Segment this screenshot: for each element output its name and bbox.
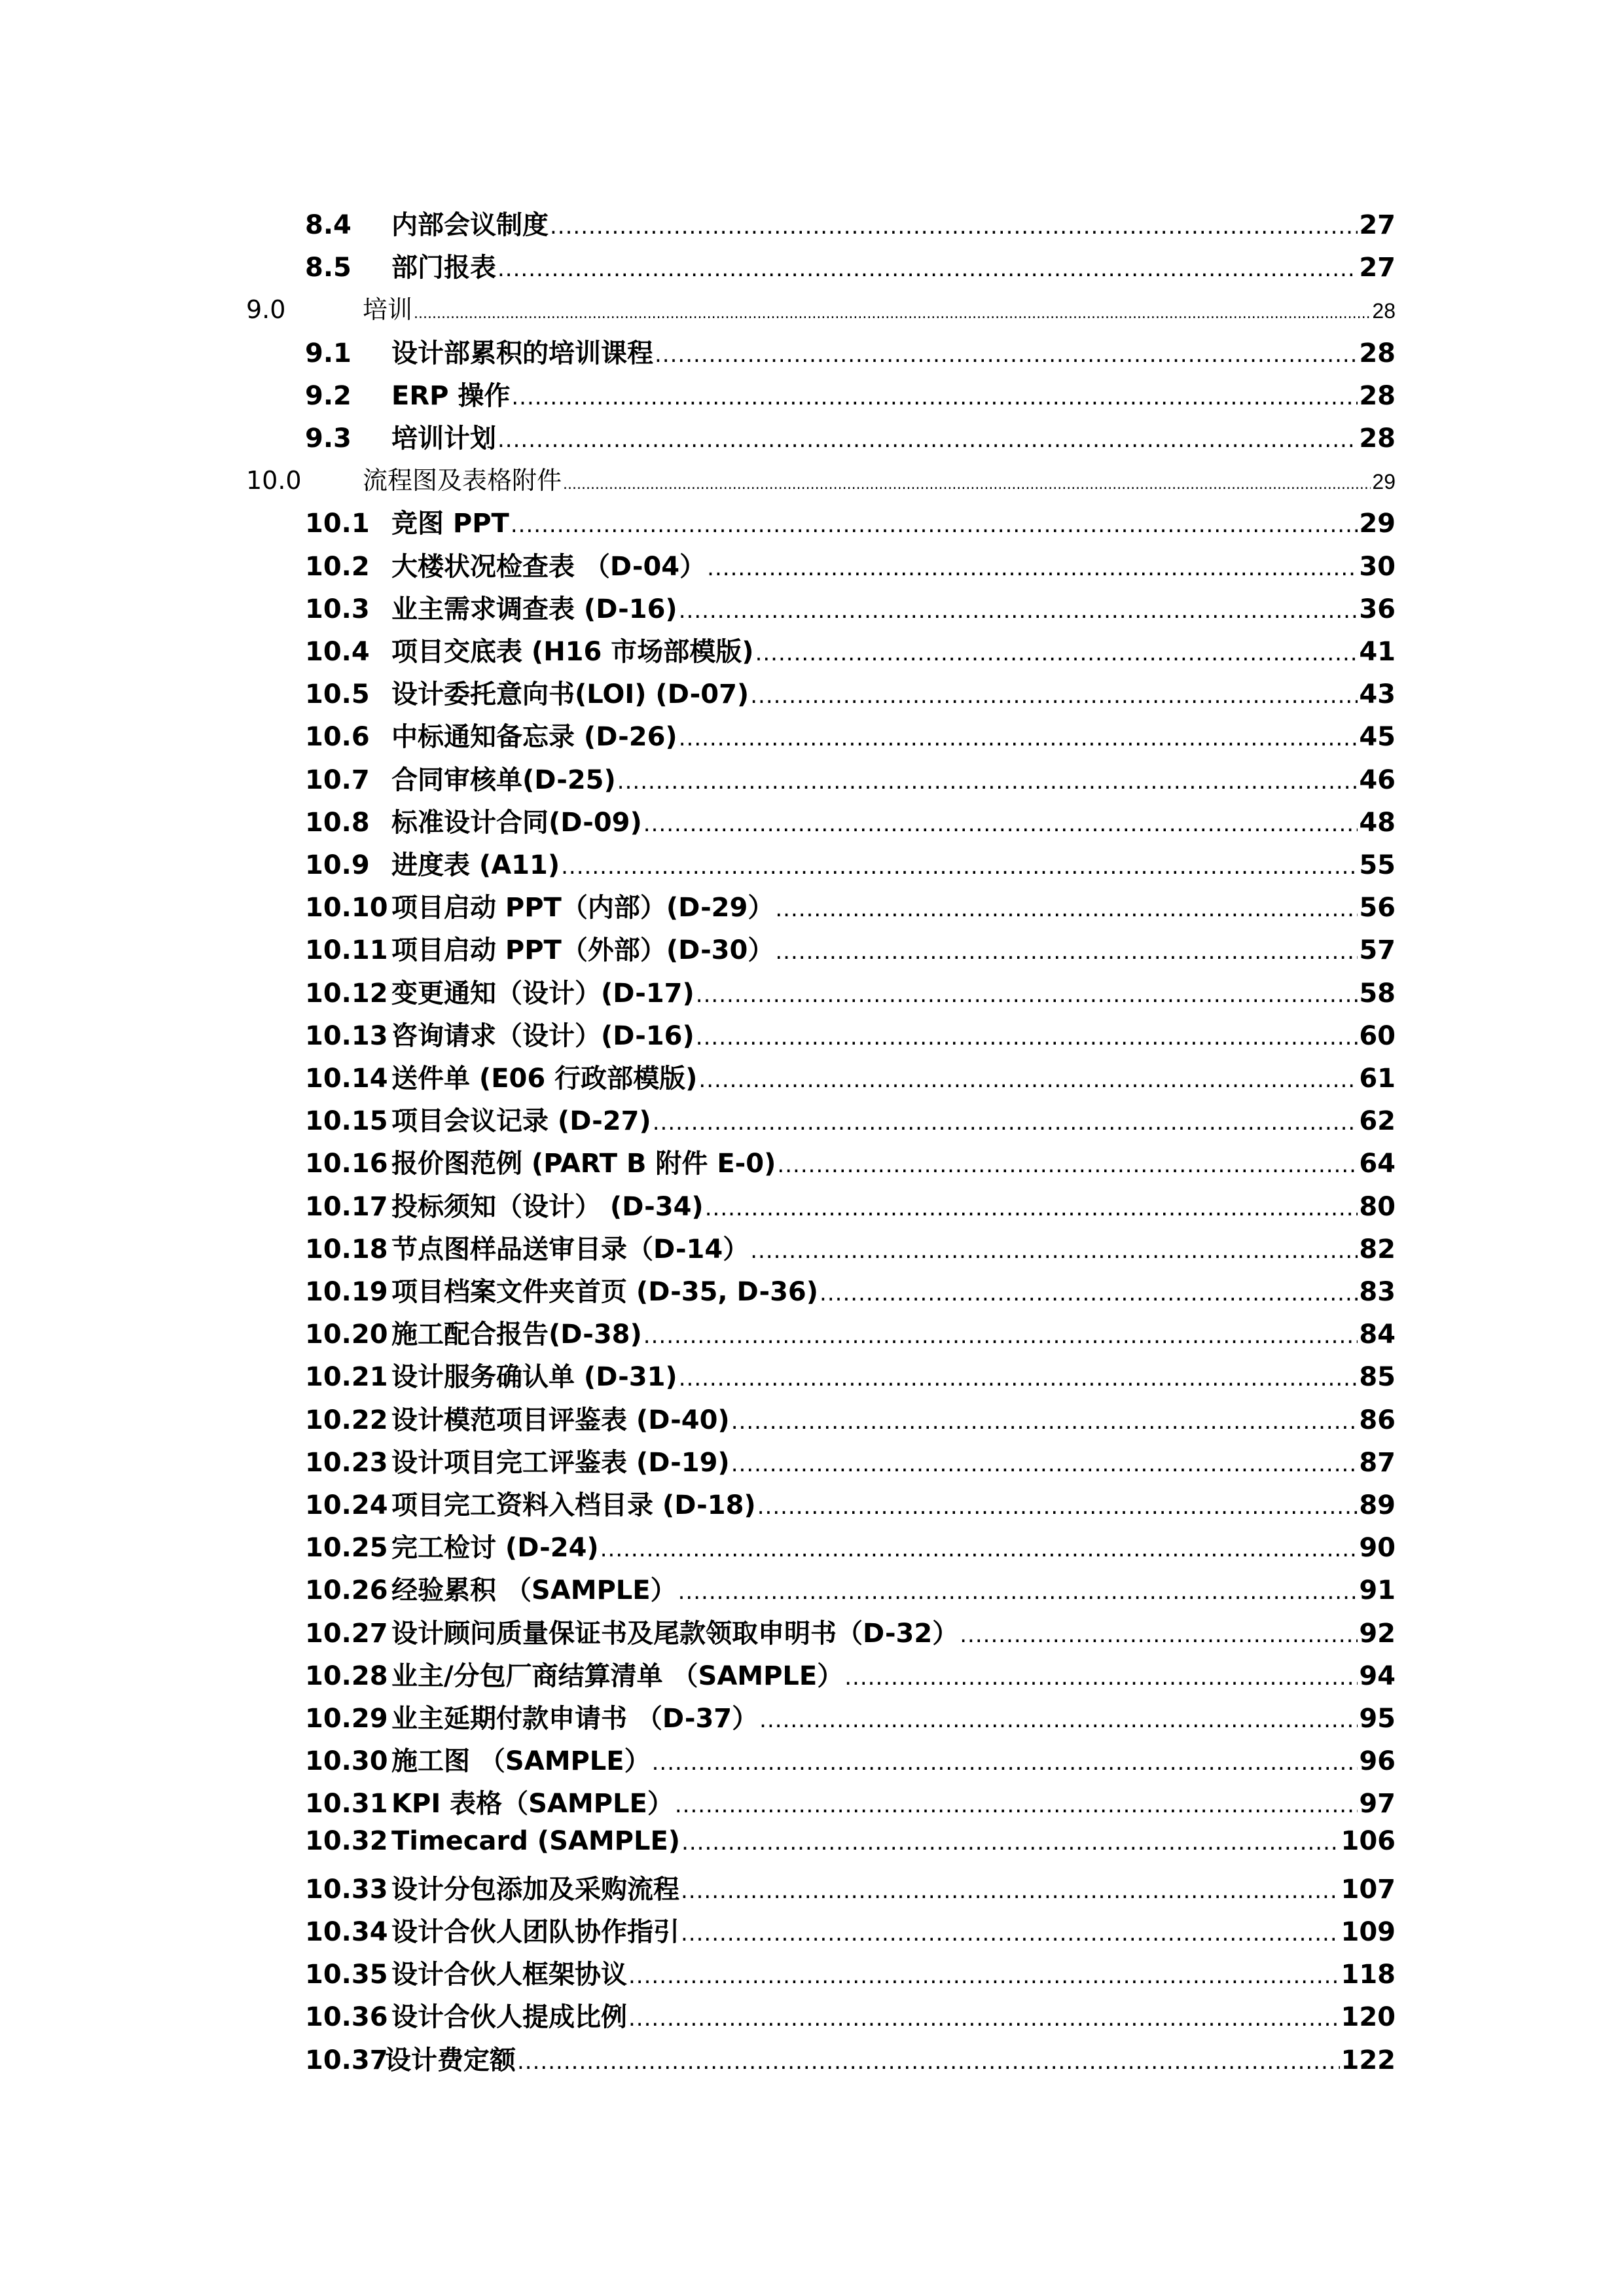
toc-entry[interactable] — [305, 929, 1396, 967]
toc-entry-title: Timecard (SAMPLE) — [391, 1826, 681, 1856]
toc-entry-title: 经验累积 （SAMPLE） — [391, 1575, 677, 1605]
toc-entry[interactable] — [305, 1911, 1396, 1948]
toc-dot-leader — [681, 1878, 1340, 1904]
toc-entry-number: 10.11 — [305, 935, 388, 965]
toc-entry[interactable] — [305, 1613, 1396, 1650]
toc-dot-leader — [731, 1451, 1358, 1477]
toc-entry-title: 设计模范项目评鉴表 (D-40) — [391, 1405, 730, 1435]
toc-entry-title: 设计服务确认单 (D-31) — [391, 1362, 677, 1392]
toc-entry-page-number: 120 — [1341, 2002, 1396, 2032]
toc-entry-title: ERP 操作 — [391, 381, 511, 411]
toc-entry[interactable] — [305, 1229, 1396, 1266]
toc-entry-title: 大楼状况检查表 （D-04） — [391, 552, 706, 582]
toc-entry-number: 10.34 — [305, 1917, 388, 1947]
toc-entry-title: 内部会议制度 — [391, 210, 549, 240]
toc-entry-title: 培训计划 — [391, 423, 496, 454]
toc-entry-page-number: 41 — [1359, 637, 1396, 667]
toc-entry-page-number: 84 — [1359, 1319, 1396, 1350]
toc-dot-leader — [679, 598, 1358, 624]
toc-entry-title: 设计合伙人提成比例 — [391, 2002, 627, 2032]
toc-entry[interactable] — [305, 1314, 1396, 1351]
toc-entry[interactable] — [305, 1399, 1396, 1437]
toc-entry-number: 10.8 — [305, 808, 370, 838]
toc-entry[interactable] — [305, 588, 1396, 626]
toc-entry-page-number: 28 — [1359, 338, 1396, 368]
toc-entry-title: 中标通知备忘录 (D-26) — [391, 722, 677, 752]
toc-dot-leader — [678, 1579, 1358, 1605]
toc-dot-leader — [655, 342, 1358, 368]
toc-entry[interactable] — [305, 503, 1396, 540]
toc-entry-title: 设计合伙人框架协议 — [391, 1960, 627, 1990]
toc-entry[interactable] — [305, 844, 1396, 882]
toc-entry-page-number: 80 — [1359, 1192, 1396, 1222]
toc-entry-page-number: 107 — [1341, 1874, 1396, 1905]
toc-entry-number: 10.29 — [305, 1704, 388, 1734]
toc-dot-leader — [643, 1323, 1358, 1349]
toc-entry-title: 设计项目完工评鉴表 (D-19) — [391, 1448, 730, 1478]
toc-entry-page-number: 46 — [1359, 765, 1396, 795]
toc-entry-number: 10.13 — [305, 1021, 388, 1051]
toc-entry[interactable] — [305, 887, 1396, 924]
toc-dot-leader — [675, 1792, 1358, 1818]
toc-entry-title: 设计委托意向书(LOI) (D-07) — [391, 679, 749, 709]
toc-entry-number: 10.21 — [305, 1362, 388, 1392]
toc-entry[interactable] — [305, 631, 1396, 668]
toc-entry-number: 10.7 — [305, 765, 370, 795]
toc-entry-page-number: 118 — [1341, 1960, 1396, 1990]
toc-entry-number: 10.18 — [305, 1234, 388, 1265]
toc-entry[interactable] — [305, 546, 1396, 583]
toc-entry-title: 业主延期付款申请书 （D-37） — [391, 1704, 759, 1734]
toc-entry-page-number: 82 — [1359, 1234, 1396, 1265]
toc-entry[interactable] — [305, 247, 1396, 284]
toc-entry-title: 标准设计合同(D-09) — [391, 808, 642, 838]
toc-entry-number: 10.1 — [305, 509, 370, 539]
toc-entry-number: 10.33 — [305, 1874, 388, 1905]
toc-entry-number: 10.23 — [305, 1448, 388, 1478]
toc-entry[interactable] — [305, 1655, 1396, 1693]
toc-dot-leader — [775, 896, 1358, 922]
toc-entry-page-number: 122 — [1341, 2045, 1396, 2075]
toc-entry-page-number: 45 — [1359, 722, 1396, 752]
toc-entry-number: 10.37 — [305, 2045, 388, 2075]
toc-entry-page-number: 27 — [1359, 210, 1396, 240]
toc-dot-leader — [960, 1622, 1358, 1648]
toc-entry-number: 10.36 — [305, 2002, 388, 2032]
toc-entry-title: 项目档案文件夹首页 (D-35, D-36) — [391, 1277, 819, 1307]
toc-entry-number: 10.32 — [305, 1826, 388, 1856]
toc-dot-leader — [755, 640, 1358, 666]
toc-entry-title: 流程图及表格附件 — [363, 466, 562, 495]
toc-entry[interactable] — [305, 332, 1396, 370]
toc-entry-page-number: 90 — [1359, 1533, 1396, 1563]
toc-entry-page-number: 96 — [1359, 1746, 1396, 1776]
toc-entry-page-number: 28 — [1359, 381, 1396, 411]
toc-entry[interactable] — [305, 1996, 1396, 2034]
toc-entry-title: 报价图范例 (PART B 附件 E-0) — [391, 1149, 776, 1179]
toc-entry[interactable] — [305, 1484, 1396, 1522]
toc-entry-number: 10.22 — [305, 1405, 388, 1435]
toc-entry-number: 10.0 — [246, 466, 302, 495]
toc-entry-title: 业主需求调查表 (D-16) — [391, 594, 677, 624]
toc-entry-number: 10.15 — [305, 1106, 388, 1136]
toc-dot-leader — [757, 1494, 1358, 1520]
toc-dot-leader — [820, 1280, 1358, 1306]
toc-entry-title: 项目交底表 (H16 市场部模版) — [391, 637, 754, 667]
toc-dot-leader — [600, 1536, 1358, 1562]
toc-dot-leader — [696, 982, 1358, 1008]
toc-entry-page-number: 48 — [1359, 808, 1396, 838]
toc-entry-number: 10.10 — [305, 893, 388, 923]
toc-entry-page-number: 30 — [1359, 552, 1396, 582]
toc-entry-title: 完工检讨 (D-24) — [391, 1533, 599, 1563]
toc-entry-page-number: 29 — [1359, 509, 1396, 539]
toc-entry-title: 业主/分包厂商结算清单 （SAMPLE） — [391, 1661, 844, 1691]
toc-entry-number: 10.25 — [305, 1533, 388, 1563]
toc-entry-number: 10.6 — [305, 722, 370, 752]
toc-dot-leader — [563, 476, 1371, 493]
toc-entry-title: 合同审核单(D-25) — [391, 765, 616, 795]
toc-dot-leader — [517, 2049, 1340, 2075]
toc-entry-title: 培训 — [363, 295, 413, 324]
toc-entry-page-number: 28 — [1359, 423, 1396, 454]
toc-entry-page-number: 60 — [1359, 1021, 1396, 1051]
toc-entry-number: 8.4 — [305, 210, 352, 240]
toc-entry-page-number: 56 — [1359, 893, 1396, 923]
toc-entry[interactable] — [305, 802, 1396, 839]
toc-dot-leader — [511, 512, 1358, 538]
toc-dot-leader — [679, 1365, 1358, 1391]
toc-entry-title: 项目会议记录 (D-27) — [391, 1106, 651, 1136]
toc-dot-leader — [705, 1195, 1358, 1221]
toc-entry-page-number: 61 — [1359, 1064, 1396, 1094]
toc-entry[interactable] — [305, 759, 1396, 797]
toc-entry-title: 项目启动 PPT（外部）(D-30） — [391, 935, 774, 965]
toc-entry[interactable] — [305, 1442, 1396, 1479]
toc-entry-title: 投标须知（设计） (D-34) — [391, 1192, 704, 1222]
toc-entry-page-number: 91 — [1359, 1575, 1396, 1605]
toc-entry[interactable] — [305, 1100, 1396, 1138]
toc-entry-number: 10.12 — [305, 978, 388, 1009]
toc-entry-number: 10.19 — [305, 1277, 388, 1307]
toc-dot-leader — [617, 768, 1358, 795]
toc-entry-page-number: 97 — [1359, 1789, 1396, 1819]
toc-entry-page-number: 83 — [1359, 1277, 1396, 1307]
toc-entry-title: 设计分包添加及采购流程 — [391, 1874, 679, 1905]
toc-entry-number: 9.3 — [305, 423, 352, 454]
toc-dot-leader — [759, 1707, 1358, 1733]
toc-entry[interactable] — [305, 1527, 1396, 1564]
toc-dot-leader — [628, 1963, 1340, 1989]
toc-dot-leader — [750, 1238, 1358, 1264]
toc-entry-number: 10.4 — [305, 637, 370, 667]
toc-dot-leader — [681, 1920, 1340, 1946]
toc-entry-page-number: 95 — [1359, 1704, 1396, 1734]
toc-entry-page-number: 55 — [1359, 850, 1396, 880]
toc-entry-page-number: 36 — [1359, 594, 1396, 624]
toc-entry-page-number: 27 — [1359, 253, 1396, 283]
toc-entry-title: 部门报表 — [391, 253, 496, 283]
toc-entry-title: 竞图 PPT — [391, 509, 509, 539]
toc-entry[interactable] — [305, 1826, 1396, 1856]
toc-entry[interactable] — [305, 204, 1396, 242]
toc-entry-title: 项目完工资料入档目录 (D-18) — [391, 1490, 756, 1520]
toc-entry-page-number: 29 — [1372, 470, 1396, 493]
toc-entry-page-number: 106 — [1341, 1826, 1396, 1856]
toc-entry-page-number: 64 — [1359, 1149, 1396, 1179]
toc-dot-leader — [628, 2005, 1340, 2032]
toc-dot-leader — [561, 853, 1358, 880]
toc-entry-number: 9.2 — [305, 381, 352, 411]
toc-entry-title: 设计部累积的培训课程 — [391, 338, 653, 368]
toc-dot-leader — [511, 384, 1358, 410]
toc-entry-number: 10.17 — [305, 1192, 388, 1222]
toc-dot-leader — [698, 1067, 1358, 1093]
toc-entry[interactable] — [305, 1015, 1396, 1052]
toc-entry[interactable] — [305, 418, 1396, 455]
toc-entry-page-number: 85 — [1359, 1362, 1396, 1392]
toc-entry[interactable] — [305, 2039, 1396, 2077]
toc-entry-title: 节点图样品送审目录（D-14） — [391, 1234, 749, 1265]
toc-entry-title: 送件单 (E06 行政部模版) — [391, 1064, 698, 1094]
toc-entry-number: 9.0 — [246, 295, 286, 324]
toc-dot-leader — [643, 811, 1358, 837]
toc-dot-leader — [497, 256, 1358, 282]
toc-entry-number: 10.16 — [305, 1149, 388, 1179]
toc-entry-number: 10.31 — [305, 1789, 388, 1819]
toc-dot-leader — [775, 939, 1358, 965]
toc-dot-leader — [707, 555, 1358, 581]
toc-entry-page-number: 58 — [1359, 978, 1396, 1009]
toc-entry-number: 10.9 — [305, 850, 370, 880]
toc-entry-number: 10.24 — [305, 1490, 388, 1520]
toc-dot-leader — [731, 1408, 1358, 1435]
toc-dot-leader — [497, 427, 1358, 453]
toc-entry-number: 10.2 — [305, 552, 370, 582]
toc-dot-leader — [696, 1024, 1358, 1050]
toc-entry[interactable] — [305, 1271, 1396, 1308]
toc-entry-number: 10.3 — [305, 594, 370, 624]
toc-entry[interactable] — [305, 1783, 1396, 1820]
toc-chapter-entry[interactable] — [246, 289, 1396, 325]
toc-entry-number: 10.35 — [305, 1960, 388, 1990]
toc-entry-title: 设计费定额 — [385, 2045, 516, 2075]
toc-entry-page-number: 57 — [1359, 935, 1396, 965]
toc-entry-page-number: 109 — [1341, 1917, 1396, 1947]
toc-entry-number: 8.5 — [305, 253, 352, 283]
toc-entry-page-number: 92 — [1359, 1619, 1396, 1649]
toc-entry-title: 进度表 (A11) — [391, 850, 560, 880]
toc-entry[interactable] — [305, 673, 1396, 711]
toc-entry-page-number: 62 — [1359, 1106, 1396, 1136]
toc-entry[interactable] — [305, 973, 1396, 1010]
toc-entry-title: 设计合伙人团队协作指引 — [391, 1917, 679, 1947]
toc-entry-page-number: 28 — [1372, 299, 1396, 323]
toc-entry-number: 10.5 — [305, 679, 370, 709]
toc-entry-title: 设计顾问质量保证书及尾款领取申明书（D-32） — [391, 1619, 959, 1649]
toc-entry-number: 10.30 — [305, 1746, 388, 1776]
toc-entry-number: 10.20 — [305, 1319, 388, 1350]
toc-dot-leader — [550, 213, 1358, 240]
toc-entry[interactable] — [305, 1143, 1396, 1180]
toc-entry[interactable] — [305, 1356, 1396, 1393]
toc-entry-title: 咨询请求（设计）(D-16) — [391, 1021, 695, 1051]
toc-entry-title: 变更通知（设计）(D-17) — [391, 978, 695, 1009]
toc-entry-number: 10.26 — [305, 1575, 388, 1605]
toc-entry[interactable] — [305, 375, 1396, 412]
toc-dot-leader — [652, 1749, 1358, 1776]
toc-entry-number: 10.27 — [305, 1619, 388, 1649]
toc-entry[interactable] — [305, 1869, 1396, 1906]
toc-entry-page-number: 89 — [1359, 1490, 1396, 1520]
toc-dot-leader — [844, 1664, 1358, 1691]
toc-entry-title: KPI 表格（SAMPLE） — [391, 1789, 674, 1819]
toc-dot-leader — [414, 306, 1371, 322]
toc-dot-leader — [750, 683, 1358, 709]
toc-dot-leader — [777, 1152, 1358, 1178]
toc-dot-leader — [681, 1829, 1339, 1856]
toc-entry-title: 施工配合报告(D-38) — [391, 1319, 642, 1350]
toc-entry[interactable] — [305, 716, 1396, 753]
toc-entry-page-number: 94 — [1359, 1661, 1396, 1691]
toc-dot-leader — [653, 1109, 1358, 1136]
toc-entry[interactable] — [305, 1186, 1396, 1223]
toc-entry[interactable] — [305, 1698, 1396, 1735]
toc-entry[interactable] — [305, 1954, 1396, 1991]
toc-entry-number: 10.14 — [305, 1064, 388, 1094]
toc-entry[interactable] — [305, 1058, 1396, 1095]
toc-entry-page-number: 86 — [1359, 1405, 1396, 1435]
toc-entry-number: 10.28 — [305, 1661, 388, 1691]
toc-entry[interactable] — [305, 1570, 1396, 1607]
toc-chapter-entry[interactable] — [246, 460, 1396, 496]
toc-entry-page-number: 87 — [1359, 1448, 1396, 1478]
toc-entry-page-number: 43 — [1359, 679, 1396, 709]
toc-entry[interactable] — [305, 1740, 1396, 1778]
toc-entry-number: 9.1 — [305, 338, 352, 368]
toc-entry-title: 施工图 （SAMPLE） — [391, 1746, 651, 1776]
toc-entry-title: 项目启动 PPT（内部）(D-29） — [391, 893, 774, 923]
toc-dot-leader — [679, 725, 1358, 751]
